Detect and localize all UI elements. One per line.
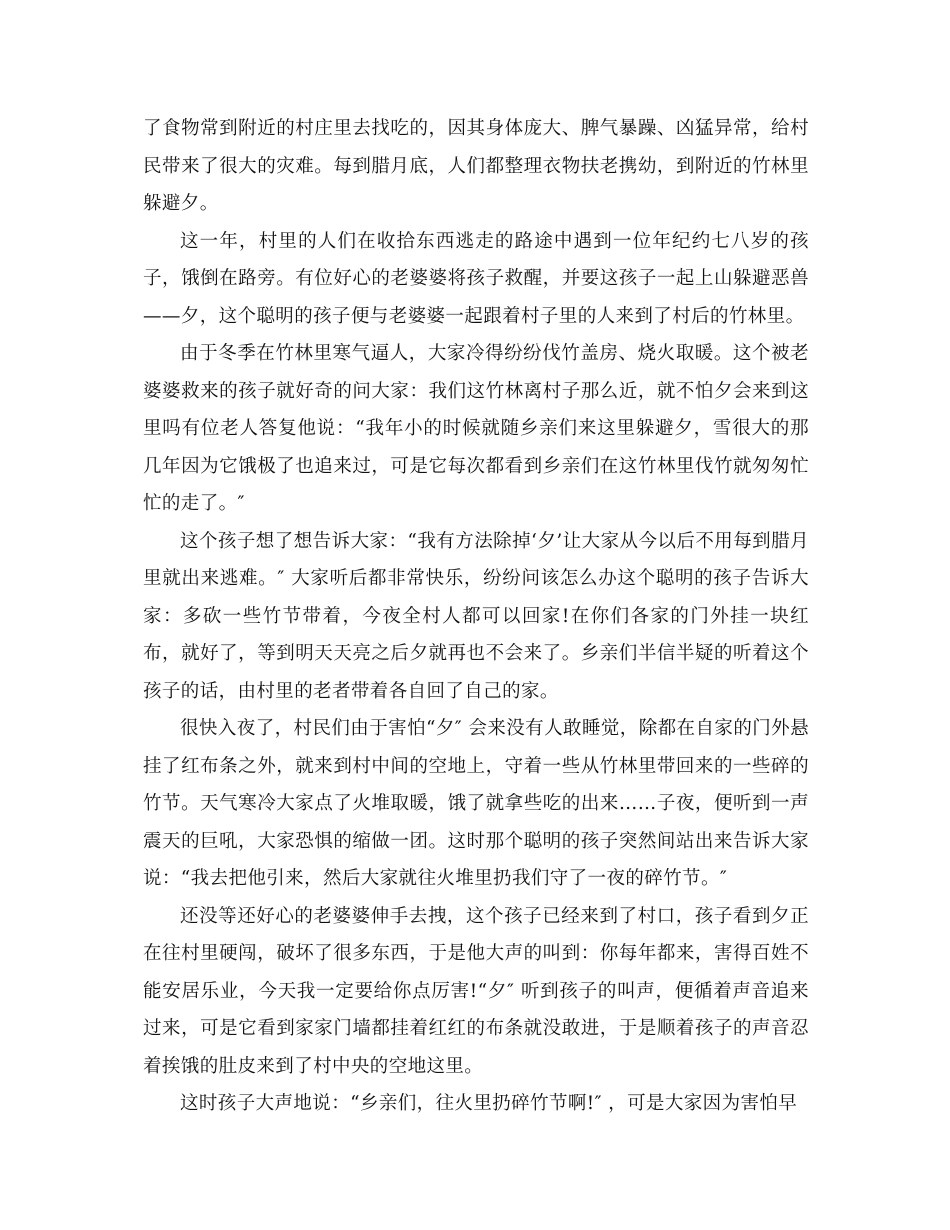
paragraph: 很快入夜了，村民们由于害怕“夕″ 会来没有人敢睡觉，除都在自家的门外悬挂了红布条之外，就来到村中间的空地上，守着一些从竹林里带回来的一些碎的竹节。天气寒冷大家点了火堆取暖，饿了就拿些吃的出来……子夜，便听到一声震天的巨吼，大家恐惧的缩做一团。这时那个聪明的孩子突然间站出来告诉大家说：“我去把他引来，然后大家就往火堆里扔我们守了一夜的碎竹节。″ [143, 718, 809, 889]
paragraph-continued: 了食物常到附近的村庄里去找吃的，因其身体庞大、脾气暴躁、凶猛异常，给村民带来了很大的灾难。每到腊月底，人们都整理衣物扶老携幼，到附近的竹林里躲避夕。 [143, 118, 809, 214]
paragraph: 这个孩子想了想告诉大家：“我有方法除掉‘夕’让大家从今以后不用每到腊月里就出来逃难。″ 大家听后都非常快乐，纷纷问该怎么办这个聪明的孩子告诉大家：多砍一些竹节带着，今夜全村人都可以回家!在你们各家的门外挂一块红布，就好了，等到明天天亮之后夕就再也不会来了。乡亲们半信半疑的听着这个孩子的话，由村里的老者带着各自回了自己的家。 [143, 530, 809, 702]
paragraph: 这一年，村里的人们在收拾东西逃走的路途中遇到一位年纪约七八岁的孩子，饿倒在路旁。有位好心的老婆婆将孩子救醒，并要这孩子一起上山躲避恶兽——夕，这个聪明的孩子便与老婆婆一起跟着村子里的人来到了村后的竹林里。 [143, 230, 809, 327]
paragraph: 还没等还好心的老婆婆伸手去拽，这个孩子已经来到了村口，孩子看到夕正在往村里硬闯，破坏了很多东西，于是他大声的叫到：你每年都来，害得百姓不能安居乐业，今天我一定要给你点厉害!“夕″ 听到孩子的叫声，便循着声音追来过来，可是它看到家家门墙都挂着红红的布条就没敢进，于是顺着孩子的声音忍着挨饿的肚皮来到了村中央的空地这里。 [143, 905, 809, 1077]
paragraph-truncated: 这时孩子大声地说：“乡亲们，往火里扔碎竹节啊!″ ，可是大家因为害怕早 [180, 1093, 798, 1114]
document-body [143, 110, 809, 1123]
paragraph: 由于冬季在竹林里寒气逼人，大家冷得纷纷伐竹盖房、烧火取暖。这个被老婆婆救来的孩子就好奇的问大家：我们这竹林离村子那么近，就不怕夕会来到这里吗有位老人答复他说：“我年小的时候就随乡亲们来这里躲避夕，雪很大的那几年因为它饿极了也追来过，可是它每次都看到乡亲们在这竹林里伐竹就匆匆忙忙的走了。″ [143, 343, 809, 514]
